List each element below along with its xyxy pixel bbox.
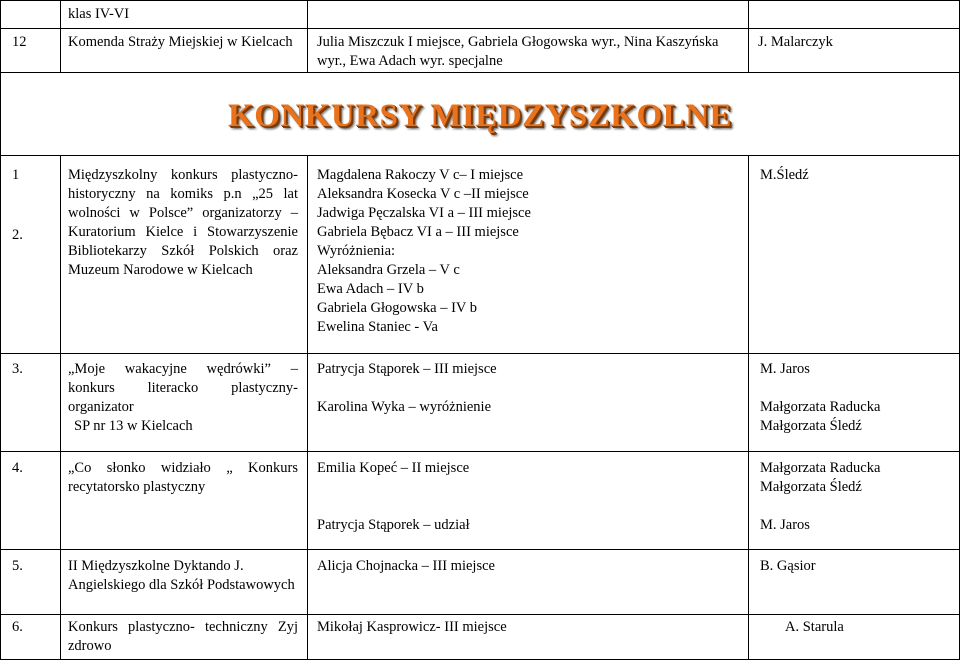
winner-entry: Alicja Chojnacka – III miejsce	[317, 558, 495, 574]
row-divider	[0, 614, 960, 615]
event-name: Konkurs plastyczno- techniczny Zyj zdrowo	[68, 619, 298, 654]
teacher-name: Małgorzata Raducka Małgorzata Śledź	[760, 460, 881, 495]
row-divider	[0, 353, 960, 354]
event-name: II Międzyszkolne Dyktando J. Angielskiego dla Szkół Podstawowych	[68, 558, 295, 593]
row-number: 5.	[12, 558, 23, 574]
section-title: KONKURSY MIĘDZYSZKOLNE	[228, 98, 732, 134]
winner-entry: Karolina Wyka – wyróżnienie	[317, 399, 492, 415]
col-divider	[748, 28, 749, 72]
event-name: Komenda Straży Miejskiej w Kielcach	[68, 34, 293, 50]
row-divider	[0, 72, 960, 73]
winner-entry: Mikołaj Kasprowicz- III miejsce	[317, 619, 507, 635]
row-divider	[0, 549, 960, 550]
col-divider	[307, 0, 308, 28]
event-name: Międzyszkolny konkurs plastyczno- historyczny na komiks p.n „25 lat wolności w Polsce” organizatorzy – Kuratorium Kielce i Stowarzyszenie Bibliotekarzy Szkół Polskich oraz Muzeum Narodowe w Kielcach	[68, 167, 298, 278]
col-divider	[748, 155, 749, 659]
teacher-name: B. Gąsior	[760, 558, 816, 574]
winner-entry: Emilia Kopeć – II miejsce	[317, 460, 470, 476]
winners-list: Julia Miszczuk I miejsce, Gabriela Głogowska wyr., Nina Kaszyńska wyr., Ewa Adach wyr. specjalne	[317, 34, 719, 69]
col-divider	[307, 28, 308, 72]
row-number: 4.	[12, 460, 23, 476]
row-number: 1	[12, 167, 20, 183]
row-number: 6.	[12, 619, 23, 635]
col-divider	[748, 0, 749, 28]
winner-entry: Patrycja Stąporek – III miejsce	[317, 361, 497, 377]
teacher-name: Małgorzata Raducka Małgorzata Śledź	[760, 399, 881, 434]
row-divider	[0, 28, 960, 29]
row-number: 2.	[12, 227, 23, 243]
col-divider	[60, 0, 61, 28]
header-fragment: klas IV-VI	[68, 6, 130, 22]
col-divider	[0, 0, 1, 28]
teacher-name: A. Starula	[785, 619, 844, 635]
table-border-top	[0, 0, 960, 1]
teacher-name: M. Jaros	[760, 517, 810, 533]
winners-list: Magdalena Rakoczy V c– I miejsce Aleksandra Kosecka V c –II miejsce Jadwiga Pęczalska VI a – III miejsce Gabriela Bębacz VI a – III miejsce Wyróżnienia: Aleksandra Grzela – V c Ewa Adach – IV b Gabriela Głogowska – IV b Ewelina Staniec - Va	[317, 167, 531, 335]
row-divider	[0, 155, 960, 156]
event-name: „Co słonko widziało „ Konkurs recytatorsko plastyczny	[68, 460, 298, 495]
teacher-name: J. Malarczyk	[758, 34, 833, 50]
col-divider	[60, 155, 61, 659]
row-number: 12	[12, 34, 27, 50]
row-divider	[0, 451, 960, 452]
event-organizer: SP nr 13 w Kielcach	[74, 418, 193, 434]
col-divider	[60, 28, 61, 72]
row-number: 3.	[12, 361, 23, 377]
event-name: „Moje wakacyjne wędrówki” – konkurs literacko plastyczny- organizator	[68, 361, 298, 415]
col-divider	[307, 155, 308, 659]
teacher-name: M. Jaros	[760, 361, 810, 377]
teacher-name: M.Śledź	[760, 167, 809, 183]
winner-entry: Patrycja Stąporek – udział	[317, 517, 470, 533]
col-divider	[0, 155, 1, 659]
col-divider	[0, 28, 1, 72]
